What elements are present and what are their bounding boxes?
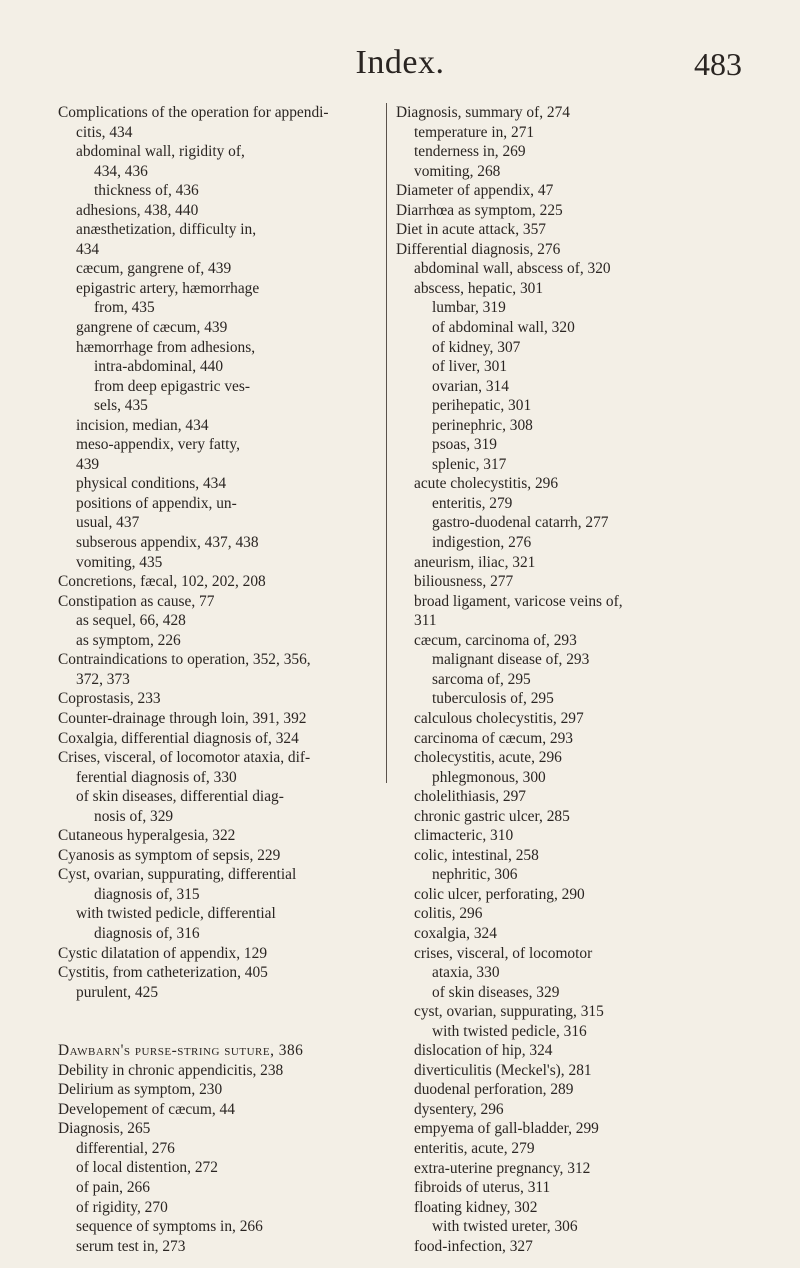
index-entry: broad ligament, varicose veins of,: [414, 592, 623, 610]
column-divider: [386, 103, 387, 783]
index-entry: Debility in chronic appendicitis, 238: [58, 1061, 284, 1079]
index-entry: chronic gastric ulcer, 285: [414, 807, 570, 825]
index-entry: citis, 434: [76, 123, 133, 141]
index-entry: perinephric, 308: [432, 416, 533, 434]
index-entry: nosis of, 329: [94, 807, 174, 825]
index-entry: positions of appendix, un-: [76, 494, 237, 512]
index-entry: gangrene of cæcum, 439: [76, 319, 228, 337]
index-entry: Constipation as cause, 77: [58, 592, 215, 610]
index-entry: Coxalgia, differential diagnosis of, 324: [58, 729, 299, 747]
index-entry: 434: [76, 240, 100, 258]
index-entry: dislocation of hip, 324: [414, 1042, 553, 1060]
index-entry: Concretions, fæcal, 102, 202, 208: [58, 573, 266, 591]
index-entry: enteritis, acute, 279: [414, 1139, 535, 1157]
index-entry: aneurism, iliac, 321: [414, 553, 536, 571]
index-entry: anæsthetization, difficulty in,: [76, 221, 257, 239]
index-entry: floating kidney, 302: [414, 1198, 538, 1216]
index-entry: calculous cholecystitis, 297: [414, 709, 584, 727]
index-entry: Complications of the operation for appendi-: [58, 104, 329, 121]
index-entry: cæcum, gangrene of, 439: [76, 260, 232, 278]
index-entry: of kidney, 307: [432, 338, 521, 356]
index-entry: colic ulcer, perforating, 290: [414, 885, 585, 903]
index-entry: Cystitis, from catheterization, 405: [58, 964, 268, 982]
index-entry: enteritis, 279: [432, 494, 513, 512]
index-entry: epigastric artery, hæmorrhage: [76, 279, 260, 297]
index-entry: incision, median, 434: [76, 416, 209, 434]
index-entry: Diet in acute attack, 357: [396, 221, 546, 239]
page-title: Index.: [355, 44, 445, 81]
index-entry: psoas, 319: [432, 436, 497, 454]
index-entry: of skin diseases, 329: [432, 983, 560, 1001]
page-header: [0, 44, 800, 88]
index-entry: tuberculosis of, 295: [432, 690, 554, 708]
index-entry: from, 435: [94, 299, 155, 317]
index-entry: of local distention, 272: [76, 1159, 218, 1177]
index-entry: Diarrhœa as symptom, 225: [396, 201, 563, 219]
index-entry: phlegmonous, 300: [432, 768, 546, 786]
index-entry: as symptom, 226: [76, 631, 181, 649]
index-entry: tenderness in, 269: [414, 143, 526, 161]
index-entry: vomiting, 435: [76, 553, 163, 571]
index-entry: duodenal perforation, 289: [414, 1081, 574, 1099]
index-entry: crises, visceral, of locomotor: [414, 944, 593, 962]
index-entry: abdominal wall, abscess of, 320: [414, 260, 611, 278]
index-entry: acute cholecystitis, 296: [414, 475, 559, 493]
index-entry: Diagnosis, 265: [58, 1120, 151, 1138]
index-entry: Cutaneous hyperalgesia, 322: [58, 827, 236, 845]
index-entry: 311: [414, 612, 437, 630]
index-entry: lumbar, 319: [432, 299, 506, 317]
index-entry: serum test in, 273: [76, 1237, 186, 1255]
index-entry: ovarian, 314: [432, 377, 509, 395]
index-entry: empyema of gall-bladder, 299: [414, 1120, 599, 1138]
index-entry: diagnosis of, 316: [94, 924, 200, 942]
index-entry: nephritic, 306: [432, 866, 518, 884]
index-entry: Counter-drainage through loin, 391, 392: [58, 709, 307, 727]
index-entry: gastro-duodenal catarrh, 277: [432, 514, 609, 532]
index-entry: ferential diagnosis of, 330: [76, 768, 237, 786]
index-entry: carcinoma of cæcum, 293: [414, 729, 573, 747]
index-entry: cholecystitis, acute, 296: [414, 749, 562, 767]
index-entry: adhesions, 438, 440: [76, 201, 199, 219]
index-entry: hæmorrhage from adhesions,: [76, 338, 256, 356]
index-entry: intra-abdominal, 440: [94, 358, 224, 376]
index-entry: colic, intestinal, 258: [414, 846, 539, 864]
index-entry: with twisted pedicle, differential: [76, 905, 276, 923]
index-entry: Diameter of appendix, 47: [396, 182, 554, 200]
index-column-left: [58, 103, 380, 1256]
index-entry: Crises, visceral, of locomotor ataxia, dif-: [58, 749, 311, 767]
index-entry: biliousness, 277: [414, 573, 514, 591]
index-entry: cæcum, carcinoma of, 293: [414, 631, 577, 649]
index-entry: ataxia, 330: [432, 964, 500, 982]
index-entry: climacteric, 310: [414, 827, 514, 845]
index-entry: Dawbarn's purse-string suture, 386: [58, 1042, 304, 1060]
index-entry: from deep epigastric ves-: [94, 377, 250, 395]
index-entry: extra-uterine pregnancy, 312: [414, 1159, 591, 1177]
index-entry: malignant disease of, 293: [432, 651, 590, 669]
index-entry: Diagnosis, summary of, 274: [396, 104, 570, 121]
index-entry: perihepatic, 301: [432, 397, 532, 415]
index-entry: Contraindications to operation, 352, 356,: [58, 651, 311, 669]
index-entry: diverticulitis (Meckel's), 281: [414, 1061, 592, 1079]
index-entry: Differential diagnosis, 276: [396, 240, 561, 258]
index-entry: coxalgia, 324: [414, 924, 497, 942]
index-entry: Cyst, ovarian, suppurating, differential: [58, 866, 297, 884]
page-number: 483: [694, 46, 742, 82]
index-entry: abdominal wall, rigidity of,: [76, 143, 245, 161]
index-entry: temperature in, 271: [414, 123, 535, 141]
index-entry: Delirium as symptom, 230: [58, 1081, 223, 1099]
section-gap: [58, 1002, 380, 1041]
index-entry: diagnosis of, 315: [94, 885, 200, 903]
index-entry: cyst, ovarian, suppurating, 315: [414, 1003, 604, 1021]
index-entry: physical conditions, 434: [76, 475, 227, 493]
index-entry: dysentery, 296: [414, 1100, 504, 1118]
index-entry: with twisted pedicle, 316: [432, 1022, 587, 1040]
index-entry: fibroids of uterus, 311: [414, 1179, 551, 1197]
index-entry: 434, 436: [94, 162, 148, 180]
index-entry: colitis, 296: [414, 905, 483, 923]
index-entry: splenic, 317: [432, 455, 507, 473]
index-entry: Cyanosis as symptom of sepsis, 229: [58, 846, 281, 864]
index-entry: sarcoma of, 295: [432, 670, 531, 688]
index-entry: Coprostasis, 233: [58, 690, 161, 708]
index-entry: thickness of, 436: [94, 182, 199, 200]
index-entry: meso-appendix, very fatty,: [76, 436, 240, 454]
index-entry: of abdominal wall, 320: [432, 319, 575, 337]
index-entry: Cystic dilatation of appendix, 129: [58, 944, 268, 962]
index-entry: vomiting, 268: [414, 162, 501, 180]
index-entry: of pain, 266: [76, 1178, 150, 1196]
index-entry: food-infection, 327: [414, 1237, 533, 1255]
index-entry: of skin diseases, differential diag-: [76, 788, 284, 806]
index-entry: sequence of symptoms in, 266: [76, 1218, 263, 1236]
index-entry: of liver, 301: [432, 358, 508, 376]
index-entry: 439: [76, 455, 100, 473]
index-entry: cholelithiasis, 297: [414, 788, 526, 806]
index-entry: subserous appendix, 437, 438: [76, 534, 259, 552]
index-entry: Developement of cæcum, 44: [58, 1100, 235, 1118]
index-entry: sels, 435: [94, 397, 148, 415]
index-entry: indigestion, 276: [432, 534, 532, 552]
index-entry: of rigidity, 270: [76, 1198, 168, 1216]
index-entry: with twisted ureter, 306: [432, 1218, 578, 1236]
index-entry: purulent, 425: [76, 983, 159, 1001]
index-entry: 372, 373: [76, 670, 130, 688]
index-entry: usual, 437: [76, 514, 140, 532]
index-entry: as sequel, 66, 428: [76, 612, 186, 630]
index-column-right: [396, 103, 746, 1256]
index-entry: differential, 276: [76, 1139, 175, 1157]
index-entry: abscess, hepatic, 301: [414, 279, 544, 297]
